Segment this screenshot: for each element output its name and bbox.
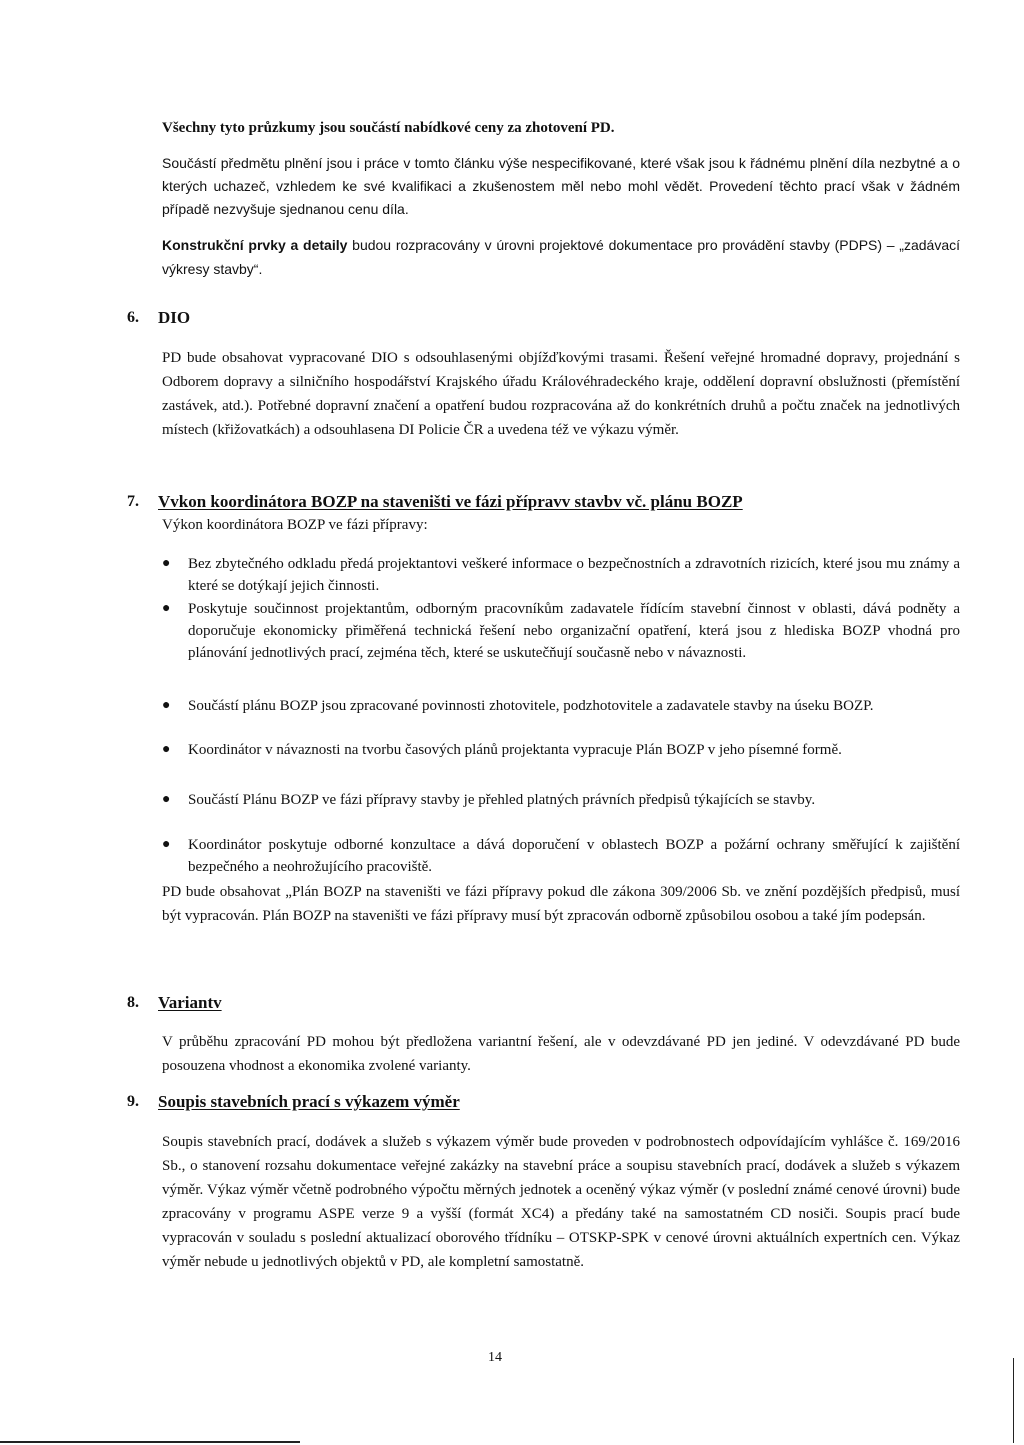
- bullet-marker: ●: [162, 742, 171, 757]
- section-7-bullet-6: Koordinátor poskytuje odborné konzultace a dává doporučení v oblastech BOZP a požární ochrany směřující k zajištění bezpečného a neohrožujícího pracoviště.: [188, 837, 960, 875]
- bullet-marker: ●: [162, 556, 171, 571]
- section-8-paragraph: V průběhu zpracování PD mohou být předložena variantní řešení, ale v odevzdávané PD jen jediné. V odevzdávané PD bude posouzena vhodnost a ekonomika zvolené varianty.: [162, 1034, 960, 1074]
- intro-paragraph-2-rest: budou rozpracovány v úrovni projektové dokumentace pro provádění stavby (PDPS) – „zadávací výkresy stavby“.: [162, 237, 961, 277]
- bullet-marker: ●: [162, 601, 171, 616]
- intro-bold-line: Všechny tyto průzkumy jsou součástí nabídkové ceny za zhotovení PD.: [162, 120, 615, 136]
- section-7-bullet-1: Bez zbytečného odkladu předá projektantovi veškeré informace o bezpečnostních a zdravotních rizicích, které jsou mu známy a které se dotýkají jejich činnosti.: [188, 556, 960, 594]
- section-9-number: 9.: [127, 1093, 139, 1110]
- section-8-number: 8.: [127, 994, 139, 1011]
- section-6-number: 6.: [127, 309, 139, 326]
- section-7-number: 7.: [127, 493, 139, 510]
- section-7-subtitle: Výkon koordinátora BOZP ve fázi přípravy:: [162, 517, 428, 533]
- section-6-title: DIO: [158, 308, 191, 327]
- bullet-marker: ●: [162, 698, 171, 713]
- intro-paragraph-2: [162, 233, 960, 281]
- section-7-title: Vvkon koordinátora BOZP na staveništi ve fázi přípravv stavbv vč. plánu BOZP: [158, 492, 743, 511]
- bullet-marker: ●: [162, 792, 171, 807]
- bullet-marker: ●: [162, 837, 171, 852]
- section-6-paragraph: PD bude obsahovat vypracované DIO s odsouhlasenými objížďkovými trasami. Řešení veřejné hromadné dopravy, projednání s Odborem dopravy a silničního hospodářství Krajského úřadu Královéhradeckého kraje, oddělení dopravní obslužnosti (přemístění zastávek, atd.). Potřebné dopravní značení a opatření budou rozpracována až do konkrétních druhů a počtu značek na jednotlivých místech (křižovatkách) a odsouhlasena DI Policie ČR a uvedena též ve výkazu výměr.: [162, 350, 960, 438]
- section-7-bullet-2: Poskytuje součinnost projektantům, odborným pracovníkům zadavatele řídícím stavební činnost v oblasti, dává podněty a doporučuje ekonomicky přiměřená technická řešení nebo organizační opatření, která jsou z hlediska BOZP vhodná pro plánování jednotlivých prací, zejména těch, které se uskutečňují současně nebo v návaznosti.: [188, 601, 960, 661]
- section-9-paragraph: Soupis stavebních prací, dodávek a služeb s výkazem výměr bude proveden v podrobnostech odpovídajícím vyhlášce č. 169/2016 Sb., o stanovení rozsahu dokumentace veřejné zakázky na stavební práce a soupisu stavebních prací, dodávek a služeb s výkazem výměr. Výkaz výměr včetně podrobného výpočtu měrných jednotek a oceněný výkaz výměr (v poslední známé cenové úrovni) bude zpracovány v programu ASPE verze 9 a vyšší (formát XC4) a předány také na samostatném CD nosiči. Soupis prací bude vypracován v souladu s poslední aktualizací oborového třídníku – OTSKP-SPK v cenové úrovni aktuálních expertních cen. Výkaz výměr nebude u jednotlivých objektů v PD, ale kompletní samostatně.: [162, 1134, 960, 1270]
- section-7-closing: PD bude obsahovat „Plán BOZP na staveništi ve fázi přípravy pokud dle zákona 309/2006 Sb. ve znění pozdějších předpisů, musí být vypracován. Plán BOZP na staveništi ve fázi přípravy musí být zpracován odborně způsobilou osobou a také jím podepsán.: [162, 884, 960, 924]
- scan-edge-line: [0, 1441, 300, 1443]
- section-7-bullet-3: Součástí plánu BOZP jsou zpracované povinnosti zhotovitele, podzhotovitele a zadavatele stavby na úseku BOZP.: [188, 698, 874, 714]
- section-9-title: Soupis stavebních prací s výkazem výměr: [158, 1092, 460, 1111]
- section-7-bullet-5: Součástí Plánu BOZP ve fázi přípravy stavby je přehled platných právních předpisů týkajících se stavby.: [188, 792, 816, 808]
- intro-paragraph-2-bold: Konstrukční prvky a detaily: [162, 237, 348, 253]
- section-8-title: Variantv: [158, 993, 222, 1012]
- intro-paragraph-1: Součástí předmětu plnění jsou i práce v tomto článku výše nespecifikované, které však jsou k řádnému plnění díla nezbytné a o kterých uchazeč, vzhledem ke své kvalifikaci a zkušenostem měl nebo mohl vědět. Provedení těchto prací však v žádném případě nezvyšuje sjednanou cenu díla.: [162, 155, 960, 217]
- scan-edge-line: [1013, 1358, 1014, 1443]
- page-number: 14: [488, 1350, 502, 1365]
- section-7-bullet-4: Koordinátor v návaznosti na tvorbu časových plánů projektanta vypracuje Plán BOZP v jeho písemné formě.: [188, 742, 842, 758]
